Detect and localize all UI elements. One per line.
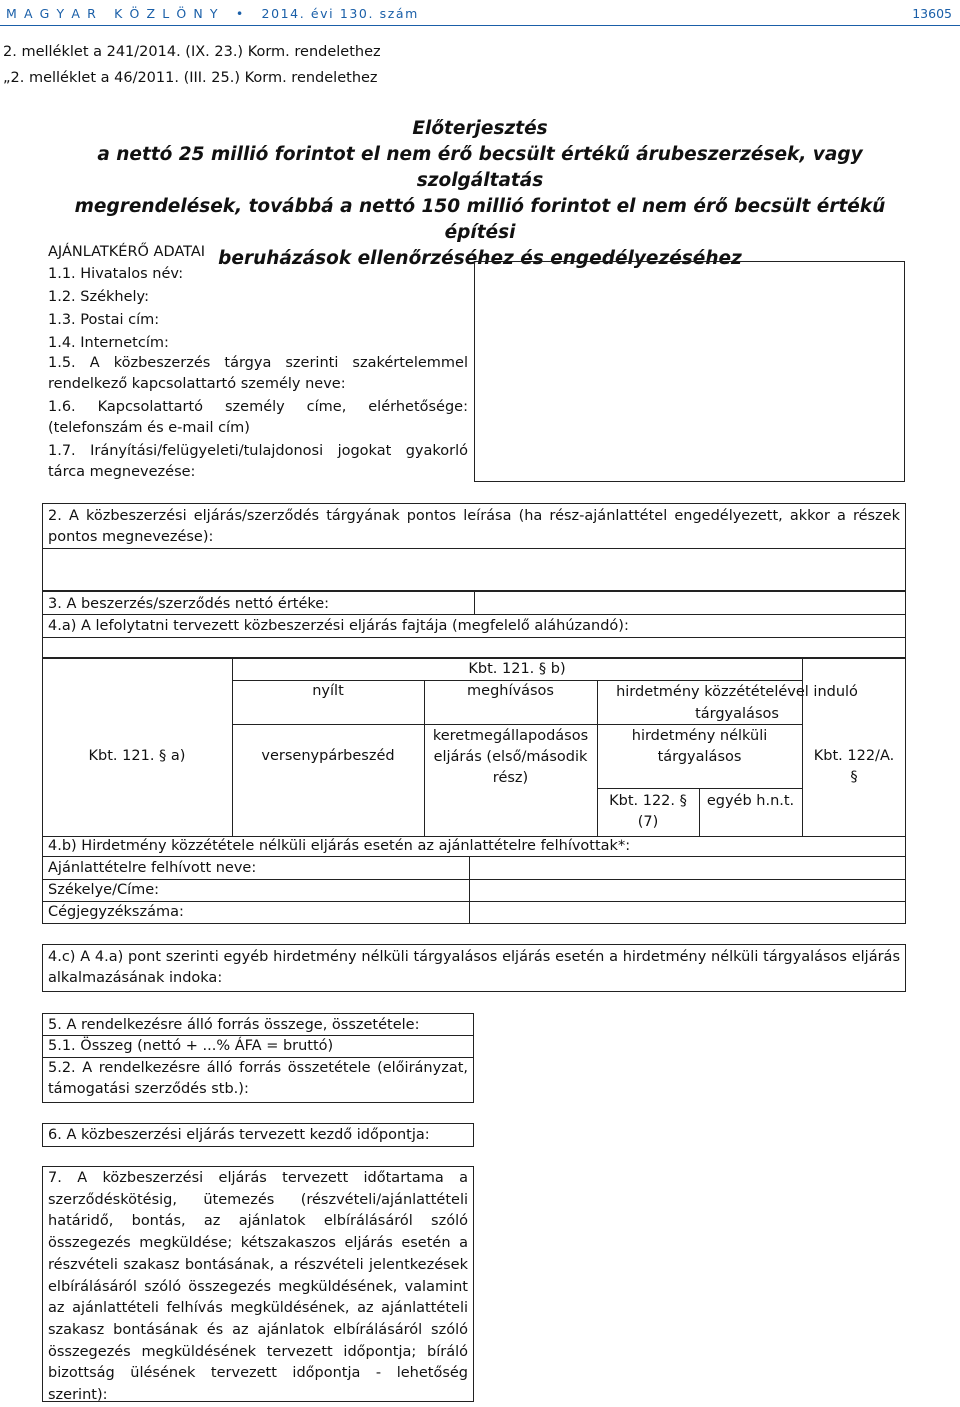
divider	[42, 614, 906, 615]
header-rule	[0, 25, 960, 26]
section2-label: 2. A közbeszerzési eljárás/szerződés tárgyának pontos leírása (ha rész-ajánlattétel engedélyezett, akkor a részek pontos megnevezése):	[48, 508, 900, 545]
option-kbt121a[interactable]: Kbt. 121. § a)	[88, 748, 186, 764]
field-label: 1.2. Székhely:	[48, 289, 149, 305]
title-line: beruházások ellenőrzéséhez és engedélyezéséhez	[218, 248, 742, 269]
field-label: Ajánlattételre felhívott neve:	[48, 860, 257, 876]
field-label: Cégjegyzékszáma:	[48, 904, 184, 920]
section4b-label: 4.b) Hirdetmény közzététele nélküli eljárás esetén az ajánlattételre felhívottak*:	[48, 838, 631, 854]
page-number: 13605	[912, 6, 952, 21]
field-label: 1.5. A közbeszerzés tárgya szerinti szakértelemmel rendelkező kapcsolattartó személy neve:	[48, 355, 468, 392]
procedure-type-table	[42, 658, 906, 836]
divider	[42, 879, 906, 880]
section1-answer-box[interactable]	[474, 261, 905, 482]
net-value-field[interactable]	[475, 592, 905, 614]
title-line: megrendelések, továbbá a nettó 150 millió forintot el nem érő becsült értékű építési	[74, 196, 886, 243]
option-hirdetmeny-nelkuli[interactable]: hirdetmény nélküli tárgyalásos	[631, 728, 768, 765]
annex-reference-amended: „2. melléklet a 46/2011. (III. 25.) Korm. rendelethez	[3, 70, 378, 86]
field-label: 5.2. A rendelkezésre álló forrás összetétele (előirányzat, támogatási szerződés stb.):	[48, 1060, 468, 1097]
option-hirdetmeny-kozzetetelevel[interactable]: hirdetmény közzétételével induló tárgyalásos	[616, 684, 858, 722]
option-versenyparbeszed[interactable]: versenypárbeszéd	[261, 748, 395, 764]
field-label: 5.1. Összeg (nettó + ...% ÁFA = bruttó)	[48, 1038, 334, 1054]
section7-label: 7. A közbeszerzési eljárás tervezett időtartama a szerződéskötésig, ütemezés (részvételi/ajánlattételi határidő, bontás, az ajánlatok elbírálásáról szóló összegezés megküldése; kétszakaszos eljárás esetén a részvételi szakasz bontásának, a részvételi jelentkezések elbírálásáról szóló összegezés megküldésének, valamint az ajánlattételi felhívás megküldésének, az ajánlattételi szakasz bontásának és az ajánlatok elbírálásáról szóló összegezés megküldésének tervezett időpontja; bíráló bizottság ülésének tervezett időpontja - lehetőség szerint):	[48, 1170, 468, 1404]
option-meghivasos[interactable]: meghívásos	[467, 683, 554, 699]
divider	[469, 856, 470, 924]
field-label: 1.6. Kapcsolattartó személy címe, elérhetősége: (telefonszám és e-mail cím)	[48, 399, 468, 436]
procedure-type-field[interactable]	[43, 638, 905, 657]
section-heading: AJÁNLATKÉRŐ ADATAI	[48, 244, 206, 260]
divider	[42, 856, 906, 857]
option-keretmegallapodasos[interactable]: keretmegállapodásos eljárás (első/második rész)	[432, 728, 589, 786]
option-kbt122a[interactable]: Kbt. 122/A. §	[813, 748, 895, 785]
section5-label: 5. A rendelkezésre álló forrás összege, összetétele:	[48, 1017, 420, 1033]
field-label: 1.3. Postai cím:	[48, 312, 160, 328]
divider	[42, 548, 906, 549]
option-egyeb-hnt[interactable]: egyéb h.n.t.	[706, 793, 795, 809]
kbt121b-header: Kbt. 121. § b)	[468, 661, 566, 677]
section4c-label: 4.c) A 4.a) pont szerinti egyéb hirdetmény nélküli tárgyalásos eljárás esetén a hirdetmény nélküli tárgyalásos eljárás alkalmazásának indoka:	[48, 949, 900, 986]
journal-header: M A G Y A R K Ö Z L Ö N Y • 2014. évi 130. szám	[6, 6, 419, 21]
field-label: 1.7. Irányítási/felügyeleti/tulajdonosi jogokat gyakorló tárca megnevezése:	[48, 443, 468, 480]
field-label: 1.4. Internetcím:	[48, 335, 169, 351]
option-kbt122-7[interactable]: Kbt. 122. § (7)	[609, 793, 687, 830]
field-label: Székelye/Címe:	[48, 882, 160, 898]
field-label: 1.1. Hivatalos név:	[48, 266, 184, 282]
option-nyilt[interactable]: nyílt	[312, 683, 344, 699]
section3-label: 3. A beszerzés/szerződés nettó értéke:	[48, 596, 330, 612]
annex-reference: 2. melléklet a 241/2014. (IX. 23.) Korm. rendelethez	[3, 44, 381, 60]
section6-label: 6. A közbeszerzési eljárás tervezett kezdő időpontja:	[48, 1127, 430, 1143]
section4a-label: 4.a) A lefolytatni tervezett közbeszerzési eljárás fajtája (megfelelő aláhúzandó):	[48, 618, 629, 634]
title-line: a nettó 25 millió forintot el nem érő becsült értékű árubeszerzések, vagy szolgáltatás	[97, 144, 863, 191]
title-line: Előterjesztés	[412, 118, 548, 139]
